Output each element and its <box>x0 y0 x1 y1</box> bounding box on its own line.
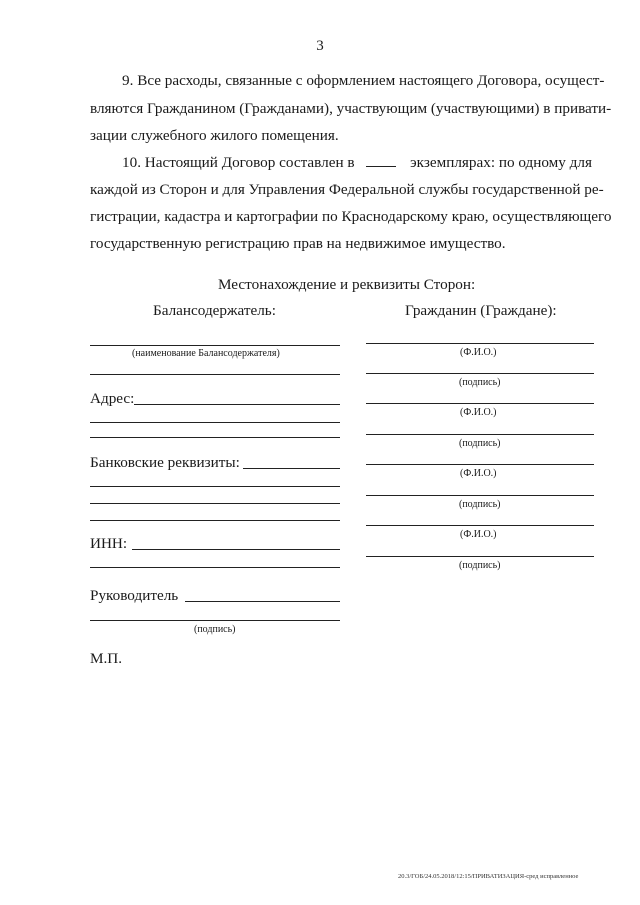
citizen-4-sign-caption: (подпись) <box>459 560 501 571</box>
balance-holder-name-caption: (наименование Балансодержателя) <box>132 348 280 359</box>
address-line-3[interactable] <box>90 437 340 438</box>
head-label: Руководитель <box>90 587 179 604</box>
clause-10-text-after: экземплярах: по одному для <box>410 154 592 171</box>
clause-10-line-2: каждой из Сторон и для Управления Федеральной службы государственной ре- <box>90 181 604 198</box>
head-signature-caption: (подпись) <box>194 624 236 635</box>
head-signature-line[interactable] <box>90 620 340 621</box>
clause-10-line-4: государственную регистрацию прав на недвижимое имущество. <box>90 235 506 252</box>
document-footer-code: 20.3/ГОБ/24.05.2018/12:15/ПРИВАТИЗАЦИЯ-сред исправленное <box>398 873 579 880</box>
inn-line[interactable] <box>132 549 340 550</box>
bank-details-line-2[interactable] <box>90 486 340 487</box>
citizen-3-fio-line[interactable] <box>366 464 594 465</box>
citizen-1-sign-caption: (подпись) <box>459 377 501 388</box>
citizen-1-fio-caption: (Ф.И.О.) <box>460 347 497 358</box>
balance-holder-name-line[interactable] <box>90 345 340 346</box>
citizen-4-fio-caption: (Ф.И.О.) <box>460 529 497 540</box>
address-line-2[interactable] <box>90 422 340 423</box>
citizen-3-sign-caption: (подпись) <box>459 499 501 510</box>
copies-count-blank[interactable] <box>366 154 396 167</box>
balance-holder-title: Балансодержатель: <box>153 302 276 319</box>
citizen-3-fio-caption: (Ф.И.О.) <box>460 468 497 479</box>
clause-9-line-1: 9. Все расходы, связанные с оформлением настоящего Договора, осущест- <box>122 72 605 89</box>
clause-9-line-2: вляются Гражданином (Гражданами), участвующим (участвующими) в привати- <box>90 100 612 117</box>
address-line-1[interactable] <box>134 404 340 405</box>
address-label: Адрес: <box>90 390 135 407</box>
page-number: 3 <box>316 38 324 54</box>
clause-10-text-before: 10. Настоящий Договор составлен в <box>122 154 355 171</box>
stamp-placeholder: М.П. <box>90 650 123 667</box>
citizen-2-fio-caption: (Ф.И.О.) <box>460 407 497 418</box>
clause-9-line-3: зации служебного жилого помещения. <box>90 127 339 144</box>
citizen-2-sign-line[interactable] <box>366 434 594 435</box>
citizen-title: Гражданин (Граждане): <box>405 302 557 319</box>
citizen-3-sign-line[interactable] <box>366 495 594 496</box>
balance-holder-name-line-2[interactable] <box>90 374 340 375</box>
citizen-4-fio-line[interactable] <box>366 525 594 526</box>
head-name-line[interactable] <box>185 601 340 602</box>
citizen-2-sign-caption: (подпись) <box>459 438 501 449</box>
inn-line-2[interactable] <box>90 567 340 568</box>
citizen-1-fio-line[interactable] <box>366 343 594 344</box>
bank-details-line-4[interactable] <box>90 520 340 521</box>
bank-details-line-3[interactable] <box>90 503 340 504</box>
requisites-heading: Местонахождение и реквизиты Сторон: <box>218 276 476 293</box>
bank-details-label: Банковские реквизиты: <box>90 454 240 471</box>
citizen-2-fio-line[interactable] <box>366 403 594 404</box>
clause-10-line-1 <box>122 154 592 172</box>
citizen-4-sign-line[interactable] <box>366 556 594 557</box>
bank-details-line-1[interactable] <box>243 468 340 469</box>
inn-label: ИНН: <box>90 535 128 552</box>
citizen-1-sign-line[interactable] <box>366 373 594 374</box>
clause-10-line-3: гистрации, кадастра и картографии по Краснодарскому краю, осуществляющего <box>90 208 612 225</box>
